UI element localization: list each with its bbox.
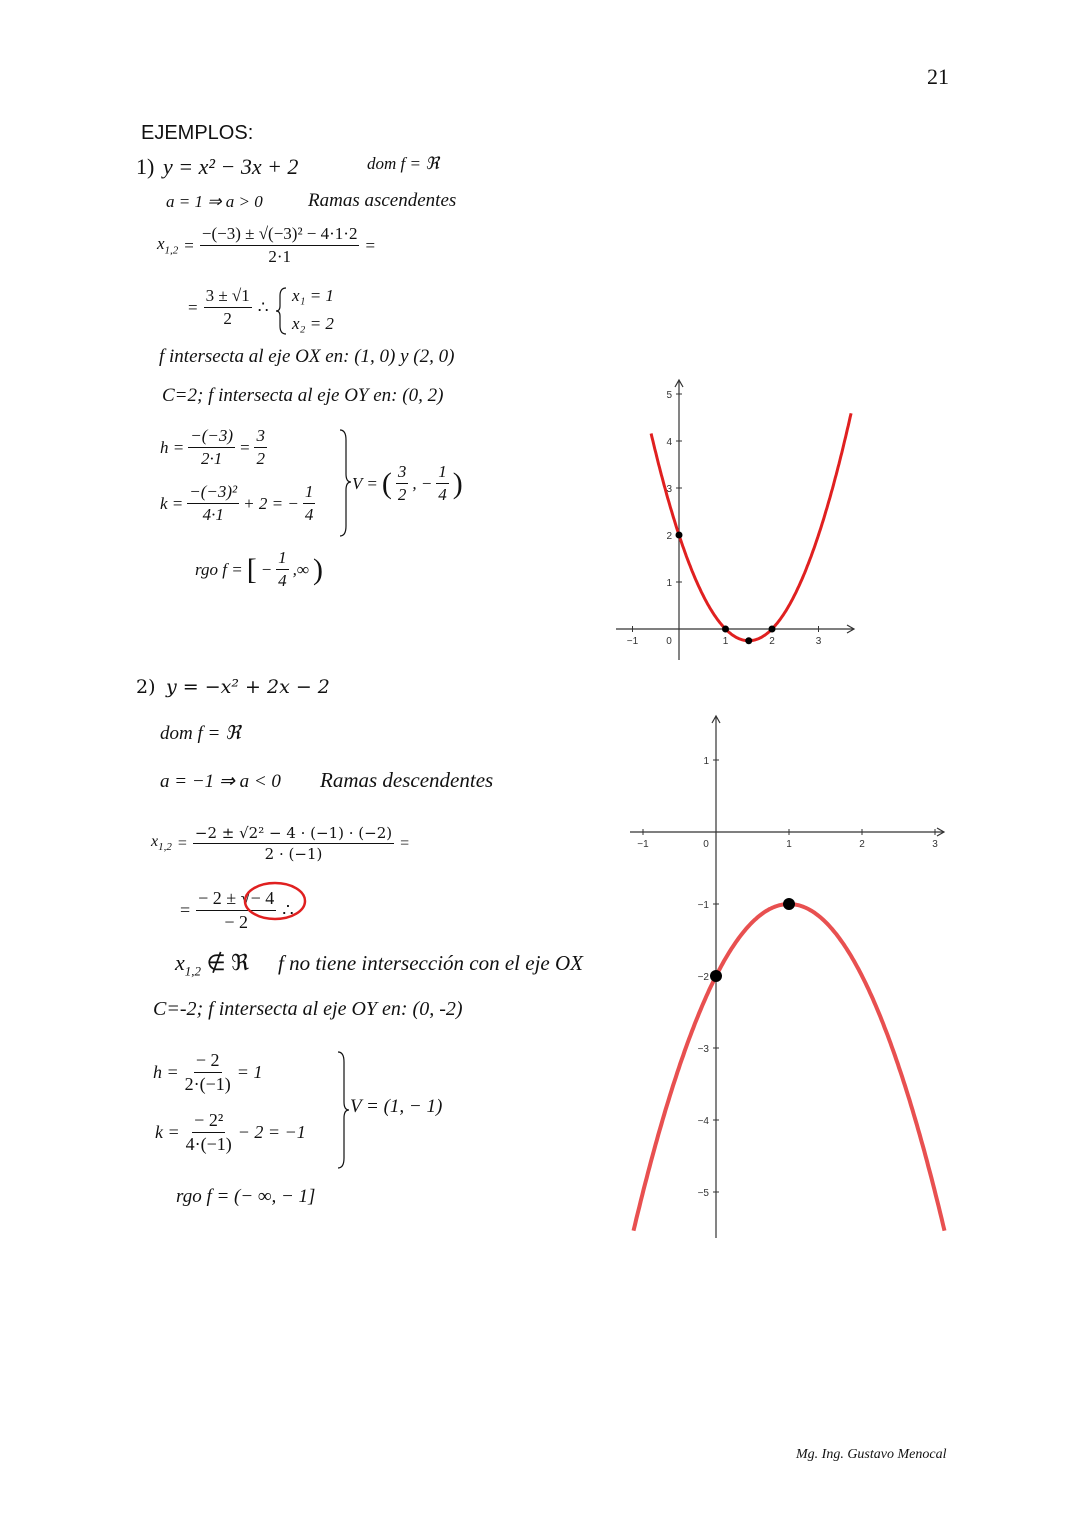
k-numerator: −(−3)² bbox=[187, 482, 239, 504]
y-tick-label: 5 bbox=[666, 390, 672, 401]
x-tick-label: 3 bbox=[815, 636, 822, 647]
x-tick-label: −1 bbox=[626, 636, 639, 647]
step-denominator: 2 bbox=[223, 309, 232, 328]
y-tick-label: 4 bbox=[666, 437, 672, 448]
section-heading: EJEMPLOS: bbox=[141, 122, 254, 144]
k-denominator: 4·1 bbox=[202, 505, 224, 524]
highlighted-point bbox=[710, 970, 722, 982]
not-real-line: $x_{1,2}$ ∉ ℜ bbox=[175, 950, 250, 979]
y-tick-label: −5 bbox=[697, 1188, 709, 1199]
ox-intersection: f intersecta al eje OX en: (1, 0) y (2, 0) bbox=[159, 346, 455, 367]
no-intersection-text: f no tiene intersección con el eje OX bbox=[278, 951, 583, 975]
function-expression: y = −x² + 2x − 2 bbox=[166, 676, 330, 698]
k-result-denominator: 4 bbox=[304, 505, 314, 524]
x12-label: $x_{1,2}$ bbox=[151, 833, 172, 854]
step-fraction bbox=[204, 286, 252, 329]
x-tick-label: 1 bbox=[786, 839, 792, 850]
example-number: 1) bbox=[136, 154, 155, 179]
coefficient-line: a = 1 ⇒ a > 0 bbox=[166, 192, 263, 211]
vertex-result: V = (1, − 1) bbox=[350, 1096, 443, 1117]
x-tick-label: 2 bbox=[769, 636, 775, 647]
highlight-circle bbox=[242, 880, 308, 922]
range-line: rgo f = (− ∞, − 1] bbox=[176, 1186, 316, 1207]
vertex-k: k = $\frac{\text{− 2²}}{4\cdot(-1)}$ − 2 = −1 bbox=[155, 1110, 306, 1154]
roots-fraction bbox=[200, 224, 360, 267]
roots-step: = $\frac{- 2 \pm √- 4}{- 2}$ ∴ bbox=[180, 888, 294, 932]
roots-numerator: −(−3) ± √(−3)² − 4·1·2 bbox=[200, 224, 360, 246]
oy-intersection: C=2; f intersecta al eje OY en: (0, 2) bbox=[162, 385, 444, 406]
branches-text: Ramas ascendentes bbox=[308, 190, 457, 211]
therefore-symbol: ∴ bbox=[257, 297, 269, 317]
vertex-brace bbox=[338, 428, 352, 538]
k-middle: + 2 = − bbox=[243, 493, 299, 513]
x-tick-label: 3 bbox=[932, 839, 938, 850]
x-tick-label: 1 bbox=[722, 636, 729, 647]
x-tick-label: 2 bbox=[859, 839, 865, 850]
roots-step bbox=[188, 286, 269, 329]
x-tick-label: −1 bbox=[637, 839, 649, 850]
footer-author: Mg. Ing. Gustavo Menocal bbox=[796, 1447, 947, 1462]
vertex-brace bbox=[336, 1050, 350, 1170]
y-tick-label: −2 bbox=[697, 972, 709, 983]
roots-formula bbox=[157, 224, 375, 267]
h-denominator: 2·1 bbox=[200, 449, 223, 468]
therefore-symbol: ∴ bbox=[282, 900, 294, 920]
roots-numerator: −2 ± √2² − 4 · (−1) · (−2) bbox=[194, 824, 393, 842]
highlighted-point bbox=[722, 626, 729, 633]
coefficient-line: a = −1 ⇒ a < 0 bbox=[160, 771, 281, 792]
function-expression: y = x² − 3x + 2 bbox=[163, 154, 299, 179]
step-numerator: 3 ± √1 bbox=[204, 286, 252, 308]
step-numerator: − 2 ± √− 4 bbox=[196, 888, 276, 911]
domain-line: dom f = ℜ bbox=[367, 154, 440, 173]
h-result-denominator: 2 bbox=[256, 449, 265, 468]
vertex-h: h = $\frac{-(-3)}{2\cdot 1}$ = $\frac{3}{2}$ bbox=[160, 426, 265, 468]
y-tick-label: 1 bbox=[703, 756, 709, 767]
parabola-curve bbox=[634, 904, 945, 1231]
highlighted-point bbox=[783, 898, 795, 910]
oy-intersection: C=-2; f intersecta al eje OY en: (0, -2) bbox=[153, 998, 463, 1020]
h-numerator: −(−3) bbox=[188, 426, 235, 448]
branches-text: Ramas descendentes bbox=[320, 768, 494, 792]
vertex-result: V = ( $\frac{3}{2}$ , − $\frac{1}{4}$ ) bbox=[352, 462, 463, 504]
y-tick-label: 3 bbox=[666, 484, 672, 495]
graph-2 bbox=[626, 706, 950, 1240]
root-x1: x₁ = 1 bbox=[292, 286, 334, 305]
highlighted-point bbox=[769, 626, 776, 633]
x12-label: $x_{1,2}$ bbox=[157, 234, 179, 257]
graph-1 bbox=[608, 372, 864, 664]
k-result-numerator: 1 bbox=[303, 482, 316, 504]
highlighted-point bbox=[745, 637, 752, 644]
vertex-k: k = $\frac{\text{−(−3)²}}{4\cdot 1}$ + 2 = − $\frac{1}{4}$ bbox=[160, 482, 314, 524]
equals-sign: = bbox=[188, 297, 198, 317]
y-tick-label: −1 bbox=[697, 900, 709, 911]
range-line: rgo f = [ − $\frac{1}{4}$ ,∞ ) bbox=[195, 548, 324, 590]
page-number: 21 bbox=[927, 64, 949, 89]
roots-brace bbox=[276, 286, 288, 336]
root-x2: x₂ = 2 bbox=[292, 314, 334, 333]
highlighted-point bbox=[676, 532, 683, 539]
equals-sign: = bbox=[365, 235, 376, 255]
roots-formula: $x_{1,2}$ = $\frac{\text{−2 ± √2² − 4 · (−1) · (−2)}}{2 \cdot (-1)}$ = bbox=[151, 824, 410, 863]
y-tick-label: 1 bbox=[666, 578, 672, 589]
range-label: rgo f = bbox=[195, 559, 243, 579]
roots-denominator: 2 · (−1) bbox=[264, 845, 323, 863]
x-tick-label: 0 bbox=[666, 636, 672, 647]
equals-sign: = bbox=[184, 235, 194, 255]
example-number: 2) bbox=[136, 676, 156, 698]
h-result-numerator: 3 bbox=[254, 426, 267, 448]
y-tick-label: −4 bbox=[697, 1116, 709, 1127]
roots-fraction bbox=[193, 824, 394, 863]
y-tick-label: −3 bbox=[697, 1044, 709, 1055]
vertex-label: V = bbox=[352, 473, 378, 493]
parabola-curve bbox=[651, 413, 851, 641]
domain-line: dom f = ℜ bbox=[160, 723, 241, 744]
step-denominator: − 2 bbox=[224, 912, 249, 932]
vertex-h: h = $\frac{- 2}{2\cdot(-1)}$ = 1 bbox=[153, 1050, 263, 1094]
roots-denominator: 2·1 bbox=[268, 247, 292, 266]
x-tick-label: 0 bbox=[703, 839, 709, 850]
y-tick-label: 2 bbox=[666, 531, 672, 542]
